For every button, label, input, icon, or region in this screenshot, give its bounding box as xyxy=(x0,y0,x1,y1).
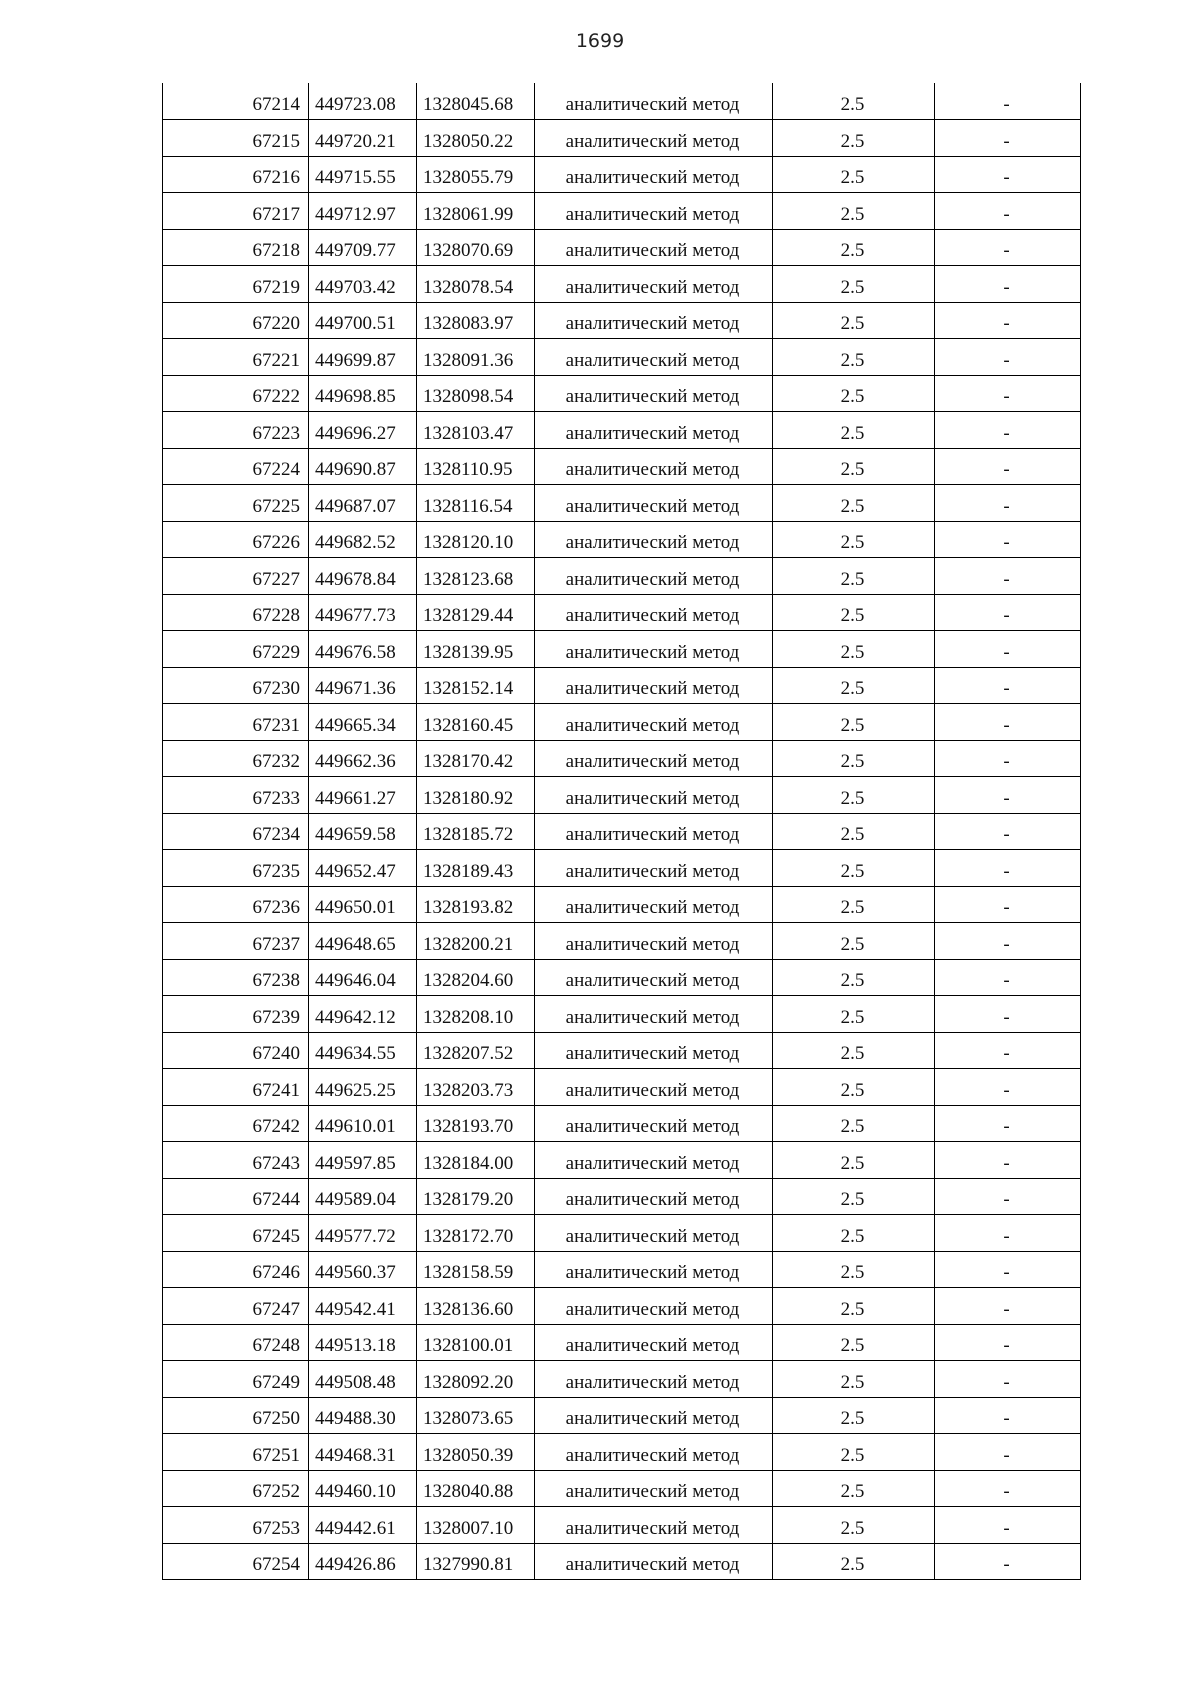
point-number-cell: 67226 xyxy=(163,521,309,558)
table-row xyxy=(163,1251,1081,1288)
note-cell: - xyxy=(935,339,1081,376)
x-coordinate-cell: 449468.31 xyxy=(309,1434,417,1471)
method-cell: аналитический метод xyxy=(535,959,773,996)
y-coordinate-cell: 1328179.20 xyxy=(417,1178,535,1215)
accuracy-cell: 2.5 xyxy=(773,375,935,412)
accuracy-cell: 2.5 xyxy=(773,1361,935,1398)
x-coordinate-cell: 449597.85 xyxy=(309,1142,417,1179)
accuracy-cell: 2.5 xyxy=(773,1215,935,1252)
y-coordinate-cell: 1328007.10 xyxy=(417,1507,535,1544)
point-number-cell: 67217 xyxy=(163,193,309,230)
point-number-cell: 67232 xyxy=(163,740,309,777)
x-coordinate-cell: 449723.08 xyxy=(309,83,417,120)
accuracy-cell: 2.5 xyxy=(773,631,935,668)
x-coordinate-cell: 449508.48 xyxy=(309,1361,417,1398)
table-row xyxy=(163,83,1081,120)
y-coordinate-cell: 1328136.60 xyxy=(417,1288,535,1325)
note-cell: - xyxy=(935,375,1081,412)
point-number-cell: 67223 xyxy=(163,412,309,449)
note-cell: - xyxy=(935,740,1081,777)
note-cell: - xyxy=(935,1178,1081,1215)
accuracy-cell: 2.5 xyxy=(773,1288,935,1325)
point-number-cell: 67250 xyxy=(163,1397,309,1434)
point-number-cell: 67244 xyxy=(163,1178,309,1215)
note-cell: - xyxy=(935,959,1081,996)
note-cell: - xyxy=(935,412,1081,449)
method-cell: аналитический метод xyxy=(535,339,773,376)
x-coordinate-cell: 449687.07 xyxy=(309,485,417,522)
point-number-cell: 67228 xyxy=(163,594,309,631)
x-coordinate-cell: 449646.04 xyxy=(309,959,417,996)
table-row xyxy=(163,1434,1081,1471)
method-cell: аналитический метод xyxy=(535,521,773,558)
method-cell: аналитический метод xyxy=(535,813,773,850)
point-number-cell: 67242 xyxy=(163,1105,309,1142)
table-row xyxy=(163,120,1081,157)
point-number-cell: 67224 xyxy=(163,448,309,485)
y-coordinate-cell: 1328193.82 xyxy=(417,886,535,923)
method-cell: аналитический метод xyxy=(535,485,773,522)
note-cell: - xyxy=(935,704,1081,741)
point-number-cell: 67218 xyxy=(163,229,309,266)
x-coordinate-cell: 449715.55 xyxy=(309,156,417,193)
point-number-cell: 67237 xyxy=(163,923,309,960)
x-coordinate-cell: 449442.61 xyxy=(309,1507,417,1544)
point-number-cell: 67231 xyxy=(163,704,309,741)
note-cell: - xyxy=(935,1215,1081,1252)
point-number-cell: 67221 xyxy=(163,339,309,376)
table-row xyxy=(163,266,1081,303)
x-coordinate-cell: 449488.30 xyxy=(309,1397,417,1434)
accuracy-cell: 2.5 xyxy=(773,704,935,741)
y-coordinate-cell: 1328120.10 xyxy=(417,521,535,558)
note-cell: - xyxy=(935,1032,1081,1069)
x-coordinate-cell: 449682.52 xyxy=(309,521,417,558)
y-coordinate-cell: 1328204.60 xyxy=(417,959,535,996)
note-cell: - xyxy=(935,120,1081,157)
table-row xyxy=(163,1032,1081,1069)
accuracy-cell: 2.5 xyxy=(773,1251,935,1288)
x-coordinate-cell: 449589.04 xyxy=(309,1178,417,1215)
note-cell: - xyxy=(935,1397,1081,1434)
table-row xyxy=(163,1105,1081,1142)
point-number-cell: 67227 xyxy=(163,558,309,595)
y-coordinate-cell: 1328110.95 xyxy=(417,448,535,485)
method-cell: аналитический метод xyxy=(535,1397,773,1434)
x-coordinate-cell: 449665.34 xyxy=(309,704,417,741)
accuracy-cell: 2.5 xyxy=(773,412,935,449)
method-cell: аналитический метод xyxy=(535,850,773,887)
table-row xyxy=(163,1142,1081,1179)
point-number-cell: 67234 xyxy=(163,813,309,850)
accuracy-cell: 2.5 xyxy=(773,1032,935,1069)
x-coordinate-cell: 449659.58 xyxy=(309,813,417,850)
y-coordinate-cell: 1328116.54 xyxy=(417,485,535,522)
coordinates-table xyxy=(162,83,1081,1580)
method-cell: аналитический метод xyxy=(535,1324,773,1361)
accuracy-cell: 2.5 xyxy=(773,485,935,522)
table-row xyxy=(163,1470,1081,1507)
table-row xyxy=(163,156,1081,193)
table-row xyxy=(163,667,1081,704)
point-number-cell: 67248 xyxy=(163,1324,309,1361)
method-cell: аналитический метод xyxy=(535,886,773,923)
y-coordinate-cell: 1327990.81 xyxy=(417,1543,535,1580)
table-row xyxy=(163,521,1081,558)
x-coordinate-cell: 449709.77 xyxy=(309,229,417,266)
method-cell: аналитический метод xyxy=(535,1069,773,1106)
x-coordinate-cell: 449542.41 xyxy=(309,1288,417,1325)
y-coordinate-cell: 1328189.43 xyxy=(417,850,535,887)
y-coordinate-cell: 1328129.44 xyxy=(417,594,535,631)
y-coordinate-cell: 1328050.39 xyxy=(417,1434,535,1471)
x-coordinate-cell: 449662.36 xyxy=(309,740,417,777)
point-number-cell: 67214 xyxy=(163,83,309,120)
table-row xyxy=(163,448,1081,485)
point-number-cell: 67236 xyxy=(163,886,309,923)
y-coordinate-cell: 1328185.72 xyxy=(417,813,535,850)
table-row xyxy=(163,923,1081,960)
point-number-cell: 67230 xyxy=(163,667,309,704)
point-number-cell: 67241 xyxy=(163,1069,309,1106)
accuracy-cell: 2.5 xyxy=(773,667,935,704)
point-number-cell: 67247 xyxy=(163,1288,309,1325)
note-cell: - xyxy=(935,83,1081,120)
table-row xyxy=(163,1543,1081,1580)
note-cell: - xyxy=(935,1069,1081,1106)
point-number-cell: 67254 xyxy=(163,1543,309,1580)
method-cell: аналитический метод xyxy=(535,1215,773,1252)
method-cell: аналитический метод xyxy=(535,923,773,960)
y-coordinate-cell: 1328055.79 xyxy=(417,156,535,193)
table-row xyxy=(163,302,1081,339)
y-coordinate-cell: 1328152.14 xyxy=(417,667,535,704)
method-cell: аналитический метод xyxy=(535,1543,773,1580)
table-row xyxy=(163,959,1081,996)
accuracy-cell: 2.5 xyxy=(773,193,935,230)
point-number-cell: 67239 xyxy=(163,996,309,1033)
x-coordinate-cell: 449577.72 xyxy=(309,1215,417,1252)
x-coordinate-cell: 449698.85 xyxy=(309,375,417,412)
point-number-cell: 67233 xyxy=(163,777,309,814)
method-cell: аналитический метод xyxy=(535,412,773,449)
note-cell: - xyxy=(935,1543,1081,1580)
accuracy-cell: 2.5 xyxy=(773,558,935,595)
table-row xyxy=(163,704,1081,741)
y-coordinate-cell: 1328158.59 xyxy=(417,1251,535,1288)
method-cell: аналитический метод xyxy=(535,1361,773,1398)
note-cell: - xyxy=(935,667,1081,704)
method-cell: аналитический метод xyxy=(535,266,773,303)
note-cell: - xyxy=(935,485,1081,522)
method-cell: аналитический метод xyxy=(535,631,773,668)
point-number-cell: 67219 xyxy=(163,266,309,303)
accuracy-cell: 2.5 xyxy=(773,1543,935,1580)
page-number: 1699 xyxy=(575,30,625,52)
note-cell: - xyxy=(935,448,1081,485)
point-number-cell: 67246 xyxy=(163,1251,309,1288)
accuracy-cell: 2.5 xyxy=(773,1324,935,1361)
note-cell: - xyxy=(935,813,1081,850)
x-coordinate-cell: 449700.51 xyxy=(309,302,417,339)
y-coordinate-cell: 1328083.97 xyxy=(417,302,535,339)
accuracy-cell: 2.5 xyxy=(773,1142,935,1179)
method-cell: аналитический метод xyxy=(535,1142,773,1179)
note-cell: - xyxy=(935,558,1081,595)
method-cell: аналитический метод xyxy=(535,594,773,631)
x-coordinate-cell: 449699.87 xyxy=(309,339,417,376)
x-coordinate-cell: 449560.37 xyxy=(309,1251,417,1288)
x-coordinate-cell: 449648.65 xyxy=(309,923,417,960)
x-coordinate-cell: 449720.21 xyxy=(309,120,417,157)
y-coordinate-cell: 1328045.68 xyxy=(417,83,535,120)
note-cell: - xyxy=(935,1470,1081,1507)
point-number-cell: 67253 xyxy=(163,1507,309,1544)
table-row xyxy=(163,631,1081,668)
table-row xyxy=(163,1069,1081,1106)
x-coordinate-cell: 449703.42 xyxy=(309,266,417,303)
note-cell: - xyxy=(935,1507,1081,1544)
point-number-cell: 67251 xyxy=(163,1434,309,1471)
accuracy-cell: 2.5 xyxy=(773,740,935,777)
x-coordinate-cell: 449696.27 xyxy=(309,412,417,449)
method-cell: аналитический метод xyxy=(535,1288,773,1325)
y-coordinate-cell: 1328193.70 xyxy=(417,1105,535,1142)
table-row xyxy=(163,193,1081,230)
accuracy-cell: 2.5 xyxy=(773,302,935,339)
accuracy-cell: 2.5 xyxy=(773,1105,935,1142)
accuracy-cell: 2.5 xyxy=(773,850,935,887)
note-cell: - xyxy=(935,1105,1081,1142)
x-coordinate-cell: 449671.36 xyxy=(309,667,417,704)
x-coordinate-cell: 449676.58 xyxy=(309,631,417,668)
y-coordinate-cell: 1328208.10 xyxy=(417,996,535,1033)
table-row xyxy=(163,996,1081,1033)
table-row xyxy=(163,1215,1081,1252)
accuracy-cell: 2.5 xyxy=(773,886,935,923)
accuracy-cell: 2.5 xyxy=(773,1178,935,1215)
y-coordinate-cell: 1328207.52 xyxy=(417,1032,535,1069)
x-coordinate-cell: 449426.86 xyxy=(309,1543,417,1580)
accuracy-cell: 2.5 xyxy=(773,83,935,120)
y-coordinate-cell: 1328092.20 xyxy=(417,1361,535,1398)
accuracy-cell: 2.5 xyxy=(773,120,935,157)
note-cell: - xyxy=(935,302,1081,339)
x-coordinate-cell: 449634.55 xyxy=(309,1032,417,1069)
table-row xyxy=(163,1288,1081,1325)
table-row xyxy=(163,375,1081,412)
method-cell: аналитический метод xyxy=(535,558,773,595)
table-row xyxy=(163,886,1081,923)
note-cell: - xyxy=(935,156,1081,193)
point-number-cell: 67220 xyxy=(163,302,309,339)
accuracy-cell: 2.5 xyxy=(773,594,935,631)
y-coordinate-cell: 1328070.69 xyxy=(417,229,535,266)
y-coordinate-cell: 1328184.00 xyxy=(417,1142,535,1179)
point-number-cell: 67240 xyxy=(163,1032,309,1069)
coordinates-table-body xyxy=(163,83,1081,1580)
method-cell: аналитический метод xyxy=(535,740,773,777)
table-row xyxy=(163,229,1081,266)
point-number-cell: 67216 xyxy=(163,156,309,193)
accuracy-cell: 2.5 xyxy=(773,1069,935,1106)
note-cell: - xyxy=(935,266,1081,303)
accuracy-cell: 2.5 xyxy=(773,339,935,376)
note-cell: - xyxy=(935,631,1081,668)
y-coordinate-cell: 1328061.99 xyxy=(417,193,535,230)
method-cell: аналитический метод xyxy=(535,1470,773,1507)
y-coordinate-cell: 1328091.36 xyxy=(417,339,535,376)
method-cell: аналитический метод xyxy=(535,156,773,193)
point-number-cell: 67252 xyxy=(163,1470,309,1507)
method-cell: аналитический метод xyxy=(535,229,773,266)
method-cell: аналитический метод xyxy=(535,996,773,1033)
x-coordinate-cell: 449690.87 xyxy=(309,448,417,485)
note-cell: - xyxy=(935,1434,1081,1471)
table-row xyxy=(163,412,1081,449)
y-coordinate-cell: 1328040.88 xyxy=(417,1470,535,1507)
table-row xyxy=(163,1178,1081,1215)
note-cell: - xyxy=(935,996,1081,1033)
method-cell: аналитический метод xyxy=(535,375,773,412)
x-coordinate-cell: 449661.27 xyxy=(309,777,417,814)
accuracy-cell: 2.5 xyxy=(773,1434,935,1471)
accuracy-cell: 2.5 xyxy=(773,777,935,814)
table-row xyxy=(163,558,1081,595)
y-coordinate-cell: 1328073.65 xyxy=(417,1397,535,1434)
accuracy-cell: 2.5 xyxy=(773,448,935,485)
table-row xyxy=(163,485,1081,522)
note-cell: - xyxy=(935,1288,1081,1325)
method-cell: аналитический метод xyxy=(535,777,773,814)
note-cell: - xyxy=(935,886,1081,923)
method-cell: аналитический метод xyxy=(535,1251,773,1288)
method-cell: аналитический метод xyxy=(535,704,773,741)
accuracy-cell: 2.5 xyxy=(773,1470,935,1507)
accuracy-cell: 2.5 xyxy=(773,1397,935,1434)
y-coordinate-cell: 1328078.54 xyxy=(417,266,535,303)
x-coordinate-cell: 449642.12 xyxy=(309,996,417,1033)
y-coordinate-cell: 1328170.42 xyxy=(417,740,535,777)
method-cell: аналитический метод xyxy=(535,193,773,230)
method-cell: аналитический метод xyxy=(535,120,773,157)
table-row xyxy=(163,1397,1081,1434)
y-coordinate-cell: 1328172.70 xyxy=(417,1215,535,1252)
method-cell: аналитический метод xyxy=(535,448,773,485)
y-coordinate-cell: 1328123.68 xyxy=(417,558,535,595)
note-cell: - xyxy=(935,594,1081,631)
point-number-cell: 67249 xyxy=(163,1361,309,1398)
y-coordinate-cell: 1328050.22 xyxy=(417,120,535,157)
y-coordinate-cell: 1328200.21 xyxy=(417,923,535,960)
point-number-cell: 67215 xyxy=(163,120,309,157)
table-row xyxy=(163,777,1081,814)
x-coordinate-cell: 449677.73 xyxy=(309,594,417,631)
table-row xyxy=(163,813,1081,850)
accuracy-cell: 2.5 xyxy=(773,266,935,303)
note-cell: - xyxy=(935,850,1081,887)
note-cell: - xyxy=(935,1142,1081,1179)
table-row xyxy=(163,740,1081,777)
table-row xyxy=(163,1507,1081,1544)
method-cell: аналитический метод xyxy=(535,83,773,120)
accuracy-cell: 2.5 xyxy=(773,1507,935,1544)
table-row xyxy=(163,339,1081,376)
method-cell: аналитический метод xyxy=(535,667,773,704)
note-cell: - xyxy=(935,777,1081,814)
point-number-cell: 67238 xyxy=(163,959,309,996)
note-cell: - xyxy=(935,229,1081,266)
point-number-cell: 67235 xyxy=(163,850,309,887)
x-coordinate-cell: 449712.97 xyxy=(309,193,417,230)
x-coordinate-cell: 449650.01 xyxy=(309,886,417,923)
method-cell: аналитический метод xyxy=(535,302,773,339)
method-cell: аналитический метод xyxy=(535,1507,773,1544)
note-cell: - xyxy=(935,193,1081,230)
y-coordinate-cell: 1328098.54 xyxy=(417,375,535,412)
table-row xyxy=(163,594,1081,631)
note-cell: - xyxy=(935,923,1081,960)
x-coordinate-cell: 449678.84 xyxy=(309,558,417,595)
note-cell: - xyxy=(935,521,1081,558)
accuracy-cell: 2.5 xyxy=(773,923,935,960)
note-cell: - xyxy=(935,1324,1081,1361)
y-coordinate-cell: 1328160.45 xyxy=(417,704,535,741)
method-cell: аналитический метод xyxy=(535,1105,773,1142)
point-number-cell: 67245 xyxy=(163,1215,309,1252)
method-cell: аналитический метод xyxy=(535,1032,773,1069)
table-row xyxy=(163,850,1081,887)
note-cell: - xyxy=(935,1361,1081,1398)
y-coordinate-cell: 1328103.47 xyxy=(417,412,535,449)
accuracy-cell: 2.5 xyxy=(773,813,935,850)
y-coordinate-cell: 1328139.95 xyxy=(417,631,535,668)
accuracy-cell: 2.5 xyxy=(773,521,935,558)
x-coordinate-cell: 449513.18 xyxy=(309,1324,417,1361)
table-row xyxy=(163,1324,1081,1361)
point-number-cell: 67243 xyxy=(163,1142,309,1179)
x-coordinate-cell: 449610.01 xyxy=(309,1105,417,1142)
x-coordinate-cell: 449652.47 xyxy=(309,850,417,887)
method-cell: аналитический метод xyxy=(535,1178,773,1215)
method-cell: аналитический метод xyxy=(535,1434,773,1471)
accuracy-cell: 2.5 xyxy=(773,156,935,193)
note-cell: - xyxy=(935,1251,1081,1288)
point-number-cell: 67229 xyxy=(163,631,309,668)
accuracy-cell: 2.5 xyxy=(773,996,935,1033)
table-row xyxy=(163,1361,1081,1398)
x-coordinate-cell: 449625.25 xyxy=(309,1069,417,1106)
point-number-cell: 67222 xyxy=(163,375,309,412)
y-coordinate-cell: 1328180.92 xyxy=(417,777,535,814)
y-coordinate-cell: 1328203.73 xyxy=(417,1069,535,1106)
accuracy-cell: 2.5 xyxy=(773,229,935,266)
point-number-cell: 67225 xyxy=(163,485,309,522)
y-coordinate-cell: 1328100.01 xyxy=(417,1324,535,1361)
x-coordinate-cell: 449460.10 xyxy=(309,1470,417,1507)
accuracy-cell: 2.5 xyxy=(773,959,935,996)
